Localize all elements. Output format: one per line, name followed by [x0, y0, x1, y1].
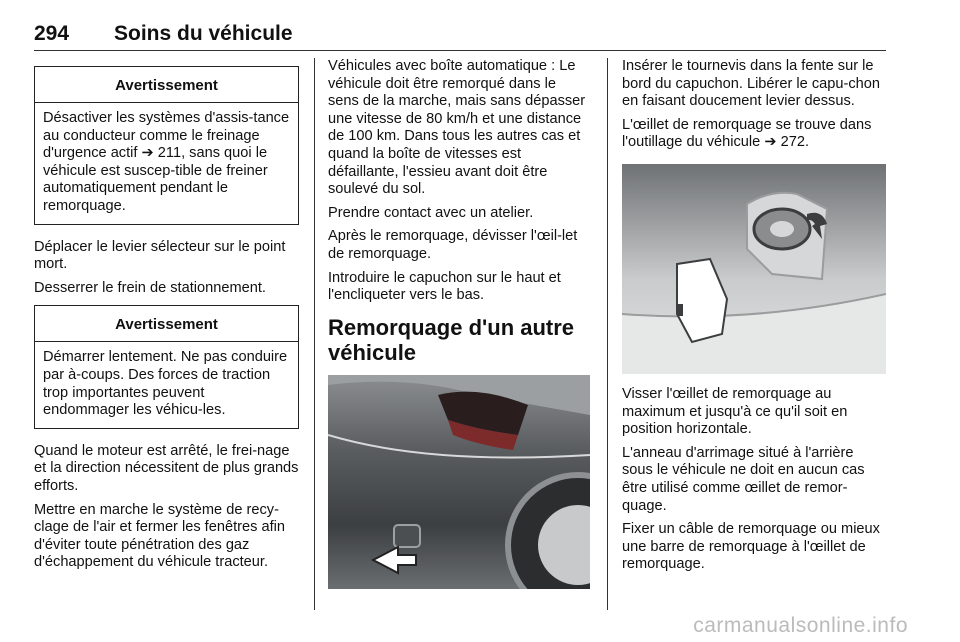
paragraph: Visser l'œillet de remorquage au maximum et jusqu'à ce qu'il soit en position horizontale.	[622, 385, 848, 438]
chapter-title: Soins du véhicule	[114, 22, 293, 45]
towing-eye-drawing	[622, 164, 886, 374]
paragraph: Déplacer le levier sélecteur sur le point mort.	[34, 238, 286, 273]
warning-title: Avertissement	[35, 67, 298, 103]
paragraph: Insérer le tournevis dans la fente sur le bord du capuchon. Libérer le capu-chon en faisant doucement levier dessus.	[622, 58, 880, 110]
header-rule	[34, 50, 886, 51]
column-1	[34, 58, 299, 578]
paragraph: Mettre en marche le système de recy-clage de l'air et fermer les fenêtres afin d'éviter toute pénétration des gaz d'échappement du véhicule tracteur.	[34, 501, 286, 571]
watermark: carmanualsonline.info	[693, 614, 908, 637]
column-divider	[314, 58, 315, 610]
column-2	[328, 58, 590, 589]
column-divider	[607, 58, 608, 610]
paragraph: Prendre contact avec un atelier.	[328, 204, 534, 221]
warning-title: Avertissement	[35, 306, 298, 342]
warning-box	[34, 66, 299, 225]
car-rear-illustration	[328, 375, 590, 589]
paragraph: Quand le moteur est arrêté, le frei-nage et la direction nécessitent de plus grands efforts.	[34, 442, 299, 494]
warning-box	[34, 305, 299, 428]
paragraph: Après le remorquage, dévisser l'œil-let de remorquage.	[328, 228, 578, 262]
paragraph: Introduire le capuchon sur le haut et l'encliqueter vers le bas.	[328, 269, 561, 304]
paragraph: L'anneau d'arrimage situé à l'arrière sous le véhicule ne doit en aucun cas être utilisé comme œillet de remor-quage.	[622, 444, 865, 514]
warning-text: Désactiver les systèmes d'assis-tance au conducteur comme le freinage d'urgence actif ➔ 211, sans quoi le véhicule est suscep-tible de freiner automatiquement pendant le remorquage.	[43, 110, 290, 214]
paragraph: Fixer un câble de remorquage ou mieux une barre de remorquage à l'œillet de remorquage.	[622, 521, 880, 573]
page-number: 294	[34, 22, 70, 45]
towing-eye-illustration	[622, 164, 886, 374]
section-heading: Remorquage d'un autre véhicule	[328, 314, 575, 365]
paragraph: Véhicules avec boîte automatique : Le véhicule doit être remorqué dans le sens de la marche, mais sans dépasser une vitesse de 80 km/h et une distance de 100 km. Dans tous les autres cas et quand la boîte de vitesses est défaillante, l'essieu avant doit être soulevé du sol.	[328, 58, 586, 198]
car-rear-drawing	[328, 375, 590, 589]
column-3	[622, 58, 886, 580]
page-header	[34, 22, 886, 50]
paragraph: L'œillet de remorquage se trouve dans l'outillage du véhicule ➔ 272.	[622, 116, 872, 151]
paragraph: Desserrer le frein de stationnement.	[34, 279, 266, 296]
warning-text: Démarrer lentement. Ne pas conduire par à-coups. Des forces de traction trop importantes peuvent endommager les véhicu-les.	[43, 349, 288, 419]
